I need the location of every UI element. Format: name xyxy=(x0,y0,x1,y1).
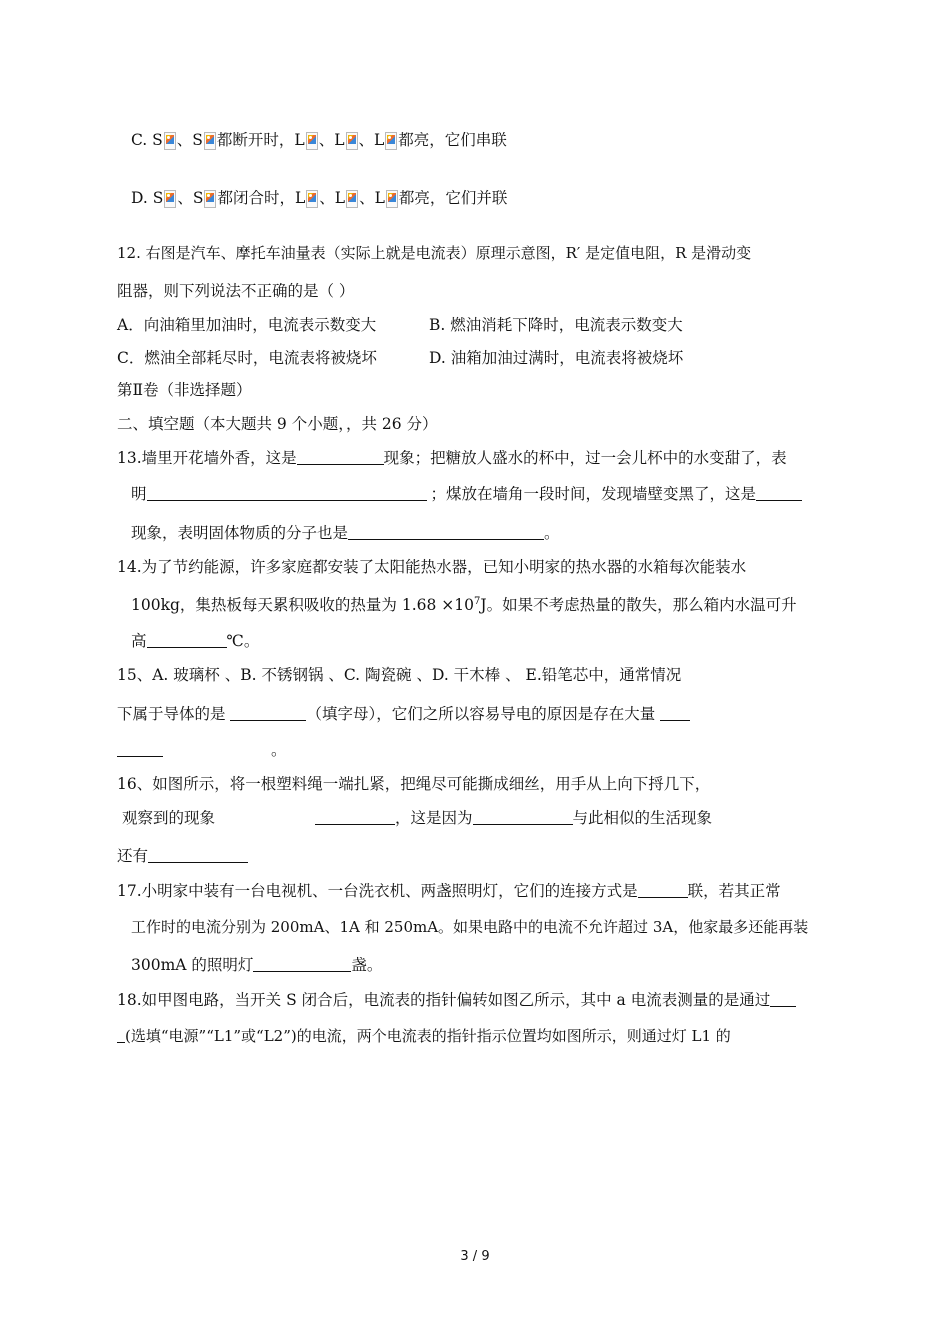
q18-line1: 18.如甲图电路，当开关 S 闭合后，电流表的指针偏转如图乙所示，其中 a 电流表测量的是通过 xyxy=(117,990,796,1010)
q14-line2: 100kg，集热板每天累积吸收的热量为 $1.68 \times 10^7J$。如果不考虑热量的散失，那么箱内水温可升 xyxy=(131,596,797,614)
answer-blank[interactable] xyxy=(638,882,688,898)
subscript-image-icon xyxy=(306,190,318,208)
answer-blank[interactable] xyxy=(117,1027,125,1043)
volume-two-heading: 第Ⅱ卷（非选择题） xyxy=(117,381,252,399)
q17-line2: 工作时的电流分别为 200mA、1A 和 250mA。如果电路中的电流不允许超过 3A，他家最多还能再装 xyxy=(131,918,809,936)
subscript-image-icon xyxy=(385,132,397,150)
part-two-heading: 二、填空题（本大题共 9 个小题，，共 26 分） xyxy=(117,415,438,433)
q17-line1: 17.小明家中装有一台电视机、一台洗衣机、两盏照明灯，它们的连接方式是 联，若其正常 xyxy=(117,882,781,900)
q15-line1: 15、A. 玻璃杯 、B. 不锈钢锅 、C. 陶瓷碗 、D. 干木棒 、 E.铅笔芯中，通常情况 xyxy=(117,666,682,684)
q15-line2: 下属于导体的是 （填字母），它们之所以容易导电的原因是存在大量 xyxy=(117,704,690,724)
answer-blank[interactable] xyxy=(297,449,384,465)
answer-blank[interactable] xyxy=(348,524,544,540)
subscript-image-icon xyxy=(346,132,358,150)
q12-stem-line2: 阻器，则下列说法不正确的是（ ） xyxy=(117,282,355,300)
q14-line1: 14.为了节约能源，许多家庭都安装了太阳能热水器，已知小明家的热水器的水箱每次能装水 xyxy=(117,558,747,576)
subscript-image-icon xyxy=(306,132,318,150)
q13-line1: 13.墙里开花墙外香，这是 现象；把糖放人盛水的杯中，过一会儿杯中的水变甜了，表 xyxy=(117,449,787,467)
q16-line2: 观察到的现象 ，这是因为 与此相似的生活现象 xyxy=(122,809,713,827)
q17-line3: 300mA 的照明灯 盏。 xyxy=(131,956,383,974)
answer-blank[interactable] xyxy=(148,847,248,863)
q12-option-d: D. 油箱加油过满时，电流表将被烧坏 xyxy=(429,349,684,367)
q16-line1: 16、如图所示，将一根塑料绳一端扎紧，把绳尽可能撕成细丝，用手从上向下捋几下， xyxy=(117,775,711,793)
q12-stem-line1: 12. 右图是汽车、摩托车油量表（实际上就是电流表）原理示意图，R′ 是定值电阻，R 是滑动变 xyxy=(117,244,752,262)
subscript-image-icon xyxy=(346,190,358,208)
q15-line3: 。 xyxy=(117,740,287,760)
answer-blank[interactable] xyxy=(230,705,306,721)
q12-option-c: C．燃油全部耗尽时，电流表将被烧坏 xyxy=(117,349,377,367)
answer-blank[interactable] xyxy=(147,485,427,501)
answer-blank[interactable] xyxy=(147,632,227,648)
subscript-image-icon xyxy=(204,190,216,208)
q16-line3: 还有 xyxy=(117,846,248,866)
q12-option-a: A．向油箱里加油时，电流表示数变大 xyxy=(117,316,377,334)
subscript-image-icon xyxy=(164,190,176,208)
page-number: 3 / 9 xyxy=(460,1249,490,1264)
q13-line3: 现象，表明固体物质的分子也是 。 xyxy=(131,524,560,542)
answer-blank[interactable] xyxy=(660,705,690,721)
answer-blank[interactable] xyxy=(253,956,351,972)
q14-line3: 高 ℃。 xyxy=(131,632,260,650)
answer-blank[interactable] xyxy=(770,991,796,1007)
q18-line2: (选填“电源”“L1”或“L2”)的电流，两个电流表的指针指示位置均如图所示，则通过灯 L1 的 xyxy=(117,1026,731,1046)
subscript-image-icon xyxy=(204,132,216,150)
q13-line2: 明 ；煤放在墙角一段时间，发现墙壁变黑了，这是 xyxy=(131,484,802,504)
subscript-image-icon xyxy=(164,132,176,150)
q12-option-b: B. 燃油消耗下降时，电流表示数变大 xyxy=(429,316,683,334)
answer-blank[interactable] xyxy=(473,809,573,825)
q11-option-c: C. S 、S 都断开时，L 、L 、L 都亮，它们串联 xyxy=(131,131,507,149)
answer-blank[interactable] xyxy=(756,485,802,501)
answer-blank[interactable] xyxy=(117,741,163,757)
q11-option-d: D. S 、S 都闭合时，L 、L 、L 都亮，它们并联 xyxy=(131,189,508,207)
answer-blank[interactable] xyxy=(315,809,395,825)
subscript-image-icon xyxy=(386,190,398,208)
